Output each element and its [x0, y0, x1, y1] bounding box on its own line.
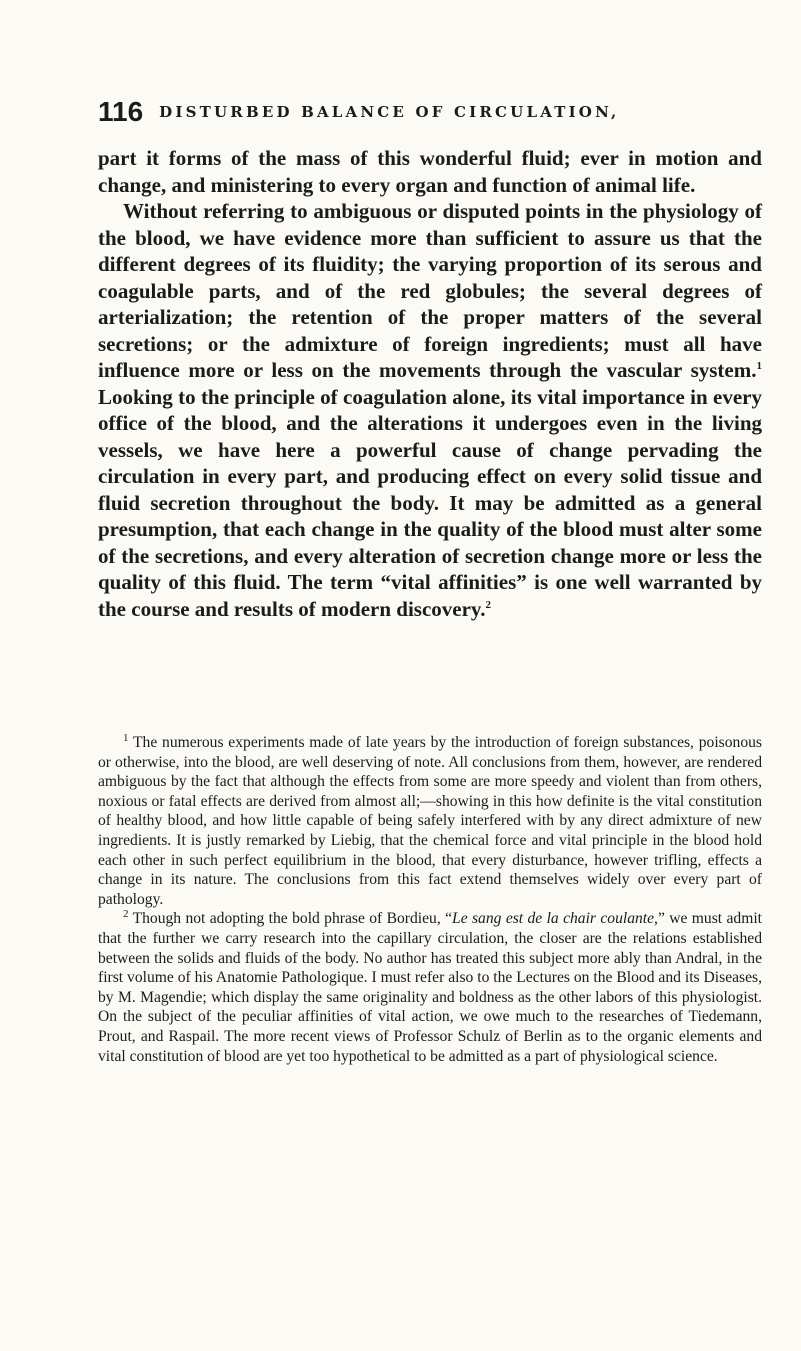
footnote-2-quote: Le sang est de la chair coulante, — [452, 910, 658, 928]
footnote-2 — [98, 909, 762, 1066]
footnote-1 — [98, 733, 762, 909]
paragraph-2-text-a: Without referring to ambiguous or disputed points in the physiology of the blood, we have evidence more than sufficient to assure us that the different degrees of its fluidity; the varying proportion of its serous and coagulable parts, and of the red globules; the several degrees of arterialization; the retention of the proper matters of the several secretions; or the admixture of foreign ingredients; must all have influence more or less on the movements through the vascular system. — [98, 199, 762, 382]
footnote-1-text: The numerous experiments made of late years by the introduction of foreign substances, poisonous or otherwise, into the blood, are well deserving of note. All conclusions from them, however, are rendered ambiguous by the fact that although the effects from some are more speedy and violent than from others, noxious or fatal effects are derived from almost all;—showing in this how definite is the vital constitution of healthy blood, and how little capable of being safely interfered with by any direct admixture of new ingredients. It is justly remarked by Liebig, that the chemical force and vital principle in the blood hold each other in such perfect equilibrium in the blood, that every disturbance, however trifling, effects a change in its nature. The conclusions from this fact extend themselves widely over every part of pathology. — [98, 734, 762, 908]
footnote-1-marker: 1 — [123, 731, 129, 744]
paragraph-2-text-b: Looking to the principle of coagulation alone, its vital importance in every office of the blood, and the alterations it undergoes even in the living vessels, we have here a powerful cause of change pervading the circulation in every part, and producing effect on every solid tissue and fluid secretion throughout the body. It may be admitted as a general presumption, that each change in the quality of the blood must alter some of the secretions, and every alteration of secretion change more or less the quality of this fluid. The term “vital affinities” is one well warranted by the course and results of modern discovery. — [98, 384, 762, 621]
paragraph-2 — [98, 198, 762, 622]
footnote-ref-2[interactable]: 2 — [485, 598, 492, 611]
footnote-ref-1[interactable]: 1 — [756, 360, 762, 372]
main-text — [98, 145, 762, 622]
paragraph-1: part it forms of the mass of this wonderful fluid; ever in motion and change, and ministering to every organ and function of animal life. — [98, 146, 762, 197]
footnote-2-text-a: Though not adopting the bold phrase of Bordieu, “ — [128, 910, 453, 928]
footnote-2-text-b: ” we must admit that the further we carry research into the capillary circulation, the closer are the relations established between the solids and fluids of the body. No author has treated this subject more ably than Andral, in the first volume of his Anatomie Pathologique. I must refer also to the Lectures on the Blood and its Diseases, by M. Magendie; which display the same originality and boldness as the other labors of this physiologist. On the subject of the peculiar affinities of vital action, we owe much to the researches of Tiedemann, Prout, and Raspail. The more recent views of Professor Schulz of Berlin as to the organic elements and vital constitution of blood are yet too hypothetical to be admitted as a part of physiological science. — [98, 910, 762, 1065]
running-title: DISTURBED BALANCE OF CIRCULATION, — [159, 103, 620, 121]
footnotes — [98, 733, 762, 1066]
footnote-2-marker: 2 — [123, 908, 129, 921]
page-number: 116 — [98, 96, 144, 127]
running-head — [98, 96, 758, 128]
